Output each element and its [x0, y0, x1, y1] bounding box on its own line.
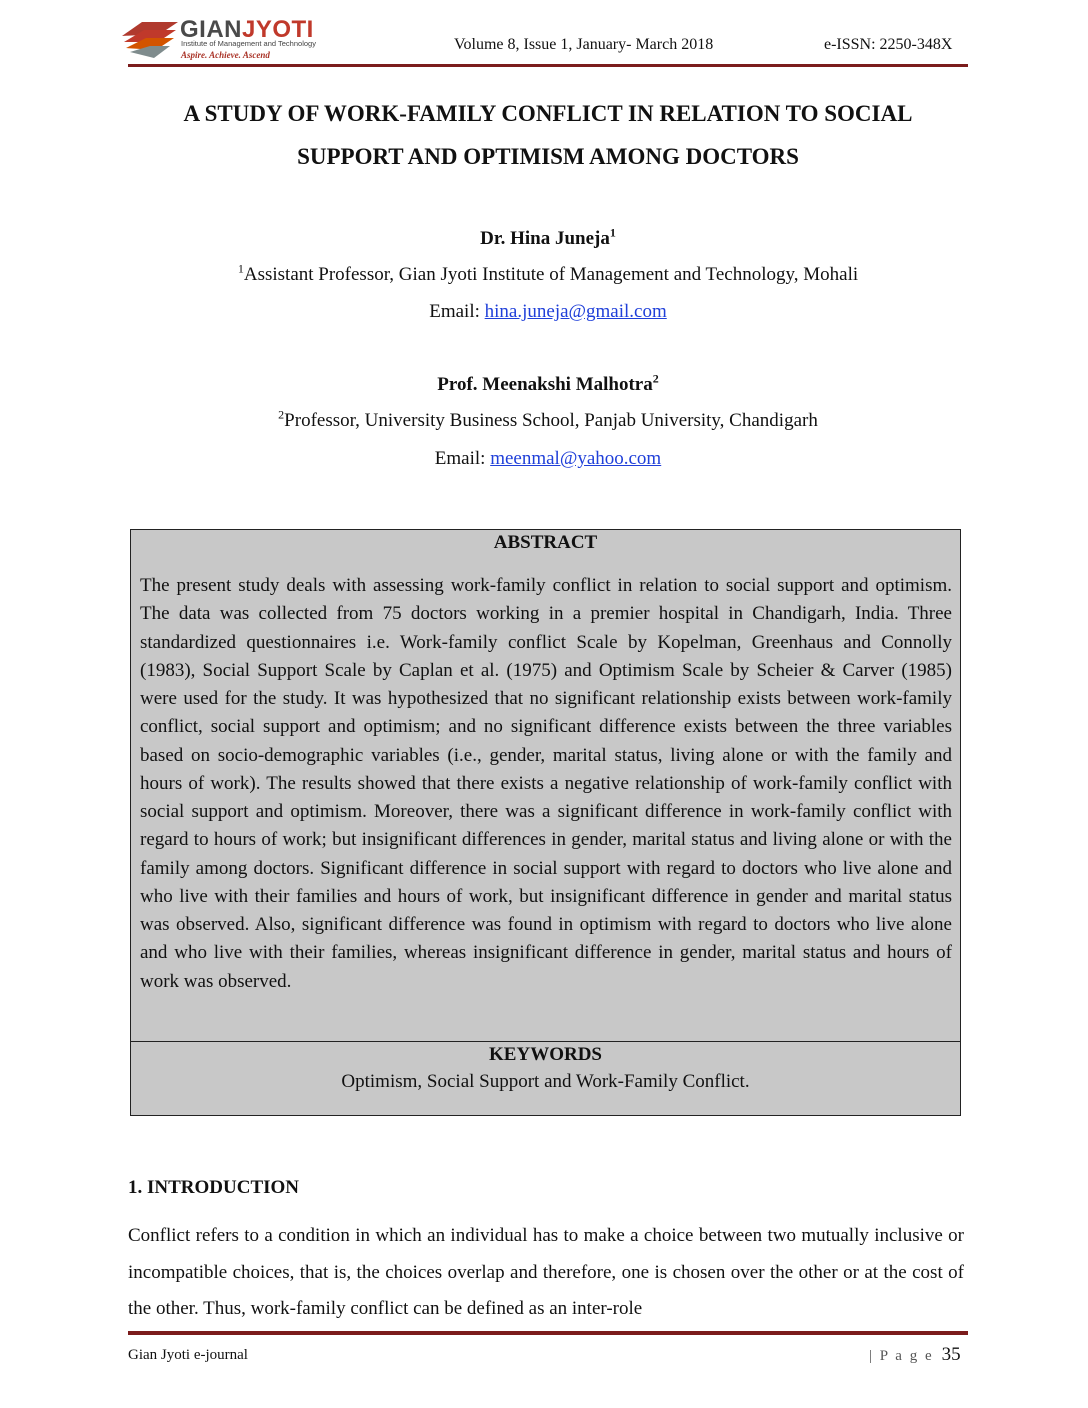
footer-journal: Gian Jyoti e-journal	[128, 1347, 248, 1363]
author-2-name: Prof. Meenakshi Malhotra$^2$	[437, 371, 659, 395]
keywords-text: Optimism, Social Support and Work-Family Conflict.	[341, 1071, 750, 1092]
author-1-affiliation: $^1$Assistant Professor, Gian Jyoti Institute of Management and Technology, Mohali	[237, 261, 859, 285]
introduction-heading: 1. INTRODUCTION	[128, 1177, 300, 1198]
author-1-name: Dr. Hina Juneja$^1$	[480, 225, 616, 249]
logo-wordmark: GIANJYOTI	[180, 16, 314, 43]
issn: e-ISSN: 2250-348X	[824, 36, 953, 53]
page-number: 35	[941, 1344, 961, 1365]
author-2-email-line: Email: meenmal@yahoo.com	[434, 448, 662, 469]
volume-issue: Volume 8, Issue 1, January- March 2018	[454, 36, 714, 53]
logo-tagline: Aspire. Achieve. Ascend	[181, 50, 270, 60]
keywords-divider	[130, 1041, 961, 1042]
title-line-1: A STUDY OF WORK-FAMILY CONFLICT IN RELATION TO SOCIAL	[183, 101, 913, 126]
paper-title	[128, 92, 968, 178]
footer-page	[869, 1344, 961, 1366]
logo-emblem-icon	[122, 22, 178, 58]
abstract-text: The present study deals with assessing work-family conflict in relation to social support and optimism. The data was collected from 75 doctors working in a premier hospital in Chandigarh, India. Three standardized questionnaires i.e. Work-family conflict Scale by Kopelman, Greenhaus and Connolly (1983), Social Support Scale by Caplan et al. (1975) and Optimism Scale by Scheier & Carver (1985) were used for the study. It was hypothesized that no significant relationship exists between work-family conflict, social support and optimism; and no significant difference exists between the three variables based on socio-demographic variables (i.e., gender, marital status, living alone or with the family and hours of work). The results showed that there exists a negative relationship of work-family conflict with social support and optimism. Moreover, there was a significant difference in work-family conflict with regard to hours of work; but insignificant differences in gender, marital status and living alone or with the family among doctors. Significant difference in social support with regard to doctors who live alone and who live with their families and hours of work, but insignificant difference in gender and marital status was observed. Also, significant difference was found in optimism with regard to doctors who live alone and who live with their families, whereas insignificant difference in gender, marital status and hours of work was observed.	[140, 575, 952, 992]
author-2-affiliation: $^2$Professor, University Business School, Panjab University, Chandigarh	[278, 407, 818, 431]
title-line-2: SUPPORT AND OPTIMISM AMONG DOCTORS	[297, 144, 799, 169]
author-1-email-link[interactable]: hina.juneja@gmail.com	[484, 301, 667, 322]
abstract-heading: ABSTRACT	[493, 532, 598, 553]
header-rule	[128, 64, 968, 67]
logo-subtitle: Institute of Management and Technology	[181, 39, 316, 48]
page-label: | P a g e	[869, 1348, 934, 1364]
introduction-text: Conflict refers to a condition in which an individual has to make a choice between two mutually inclusive or incompatible choices, that is, the choices overlap and therefore, one is chosen over the other or at the cost of the other. Thus, work-family conflict can be defined as an inter-role	[128, 1225, 964, 1319]
keywords-heading: KEYWORDS	[489, 1044, 602, 1065]
footer-rule	[128, 1331, 968, 1335]
author-2-email-link[interactable]: meenmal@yahoo.com	[490, 448, 662, 469]
author-1-email-line: Email: hina.juneja@gmail.com	[429, 301, 667, 322]
